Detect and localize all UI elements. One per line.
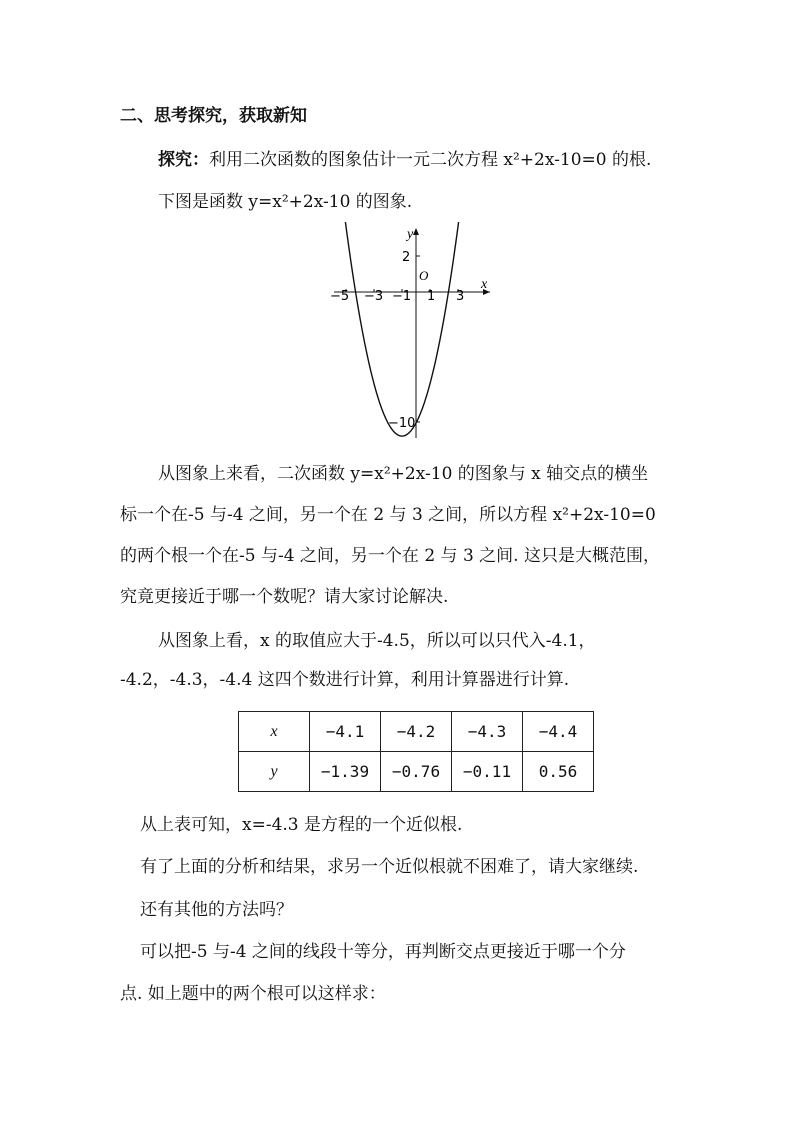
paragraph-2-line-1: 从图象上看，x 的取值应大于-4.5，所以可以只代入-4.1， — [158, 631, 596, 651]
table-cell: −0.76 — [381, 752, 452, 792]
x-axis-label: x — [481, 277, 488, 292]
parabola-graph — [330, 222, 500, 442]
x-tick-label: −1 — [392, 289, 412, 304]
paragraph-1-line-4: 究竟更接近于哪一个数呢？请大家讨论解决. — [120, 587, 449, 607]
paragraph-5: 还有其他的方法吗？ — [140, 900, 293, 920]
table-row — [239, 712, 594, 752]
paragraph-1-line-1: 从图象上来看，二次函数 y=x²+2x-10 的图象与 x 轴交点的横坐 — [158, 464, 649, 484]
table-cell: −0.11 — [452, 752, 523, 792]
explore-label: 探究： — [158, 150, 209, 170]
table-cell: −4.4 — [523, 712, 594, 752]
explore-line — [158, 148, 651, 172]
table-cell: −1.39 — [310, 752, 381, 792]
paragraph-2-line-2: -4.2，-4.3，-4.4 这四个数进行计算，利用计算器进行计算. — [120, 670, 570, 690]
y-tick-label: −10 — [388, 416, 416, 431]
y-axis-label: y — [407, 227, 414, 242]
value-table — [238, 711, 594, 792]
table-cell: 0.56 — [523, 752, 594, 792]
paragraph-6-line-1: 可以把-5 与-4 之间的线段十等分，再判断交点更接近于哪一个分 — [140, 942, 626, 962]
paragraph-3: 从上表可知，x=-4.3 是方程的一个近似根. — [140, 815, 463, 835]
table-row — [239, 752, 594, 792]
y-axis-arrow-icon — [413, 228, 419, 235]
table-header-y: y — [239, 752, 310, 792]
x-tick-label: 3 — [456, 289, 465, 304]
table-cell: −4.3 — [452, 712, 523, 752]
table-cell: −4.2 — [381, 712, 452, 752]
paragraph-1-line-3: 的两个根一个在-5 与-4 之间，另一个在 2 与 3 之间. 这只是大概范围， — [120, 546, 660, 566]
table-header-x: x — [239, 712, 310, 752]
origin-label: O — [419, 268, 429, 283]
section-title: 二、思考探究，获取新知 — [120, 106, 307, 126]
explore-task: 利用二次函数的图象估计一元二次方程 x²+2x-10=0 的根. — [209, 150, 652, 170]
paragraph-1-line-2: 标一个在-5 与-4 之间，另一个在 2 与 3 之间，所以方程 x²+2x-10=0 — [120, 505, 656, 525]
x-tick-label: 1 — [427, 289, 436, 304]
y-tick-label: 2 — [402, 250, 411, 265]
paragraph-6-line-2: 点. 如上题中的两个根可以这样求： — [120, 984, 386, 1004]
table-cell: −4.1 — [310, 712, 381, 752]
graph-intro: 下图是函数 y=x²+2x-10 的图象. — [158, 192, 413, 212]
x-tick-label: −3 — [364, 289, 384, 304]
paragraph-4: 有了上面的分析和结果，求另一个近似根就不困难了，请大家继续. — [140, 857, 639, 877]
x-tick-label: −5 — [330, 289, 350, 304]
